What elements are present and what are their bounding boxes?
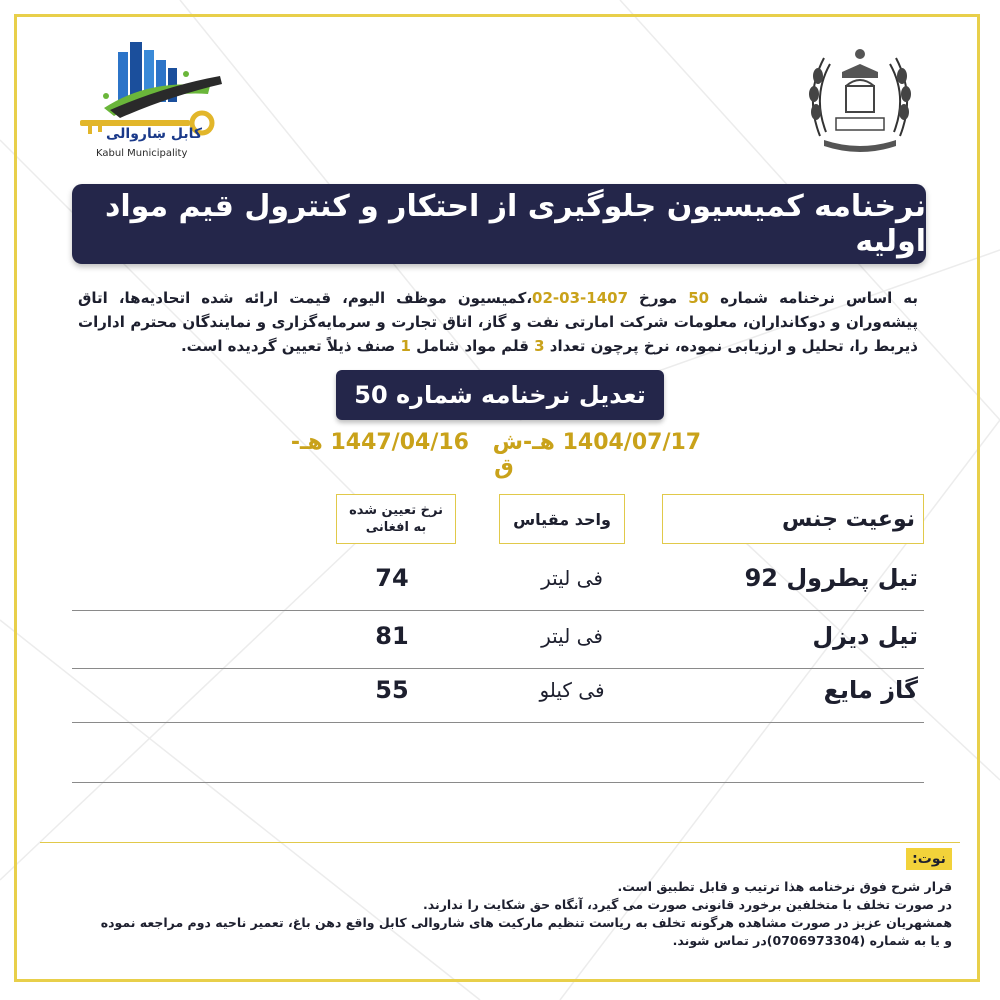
notes-divider (40, 842, 960, 843)
table-row (72, 664, 924, 723)
note-line: قرار شرح فوق نرخنامه هذا ترتیب و قابل تطبیق است. (617, 879, 952, 894)
header-unit (499, 494, 625, 544)
row-item-name: تیل پطرول 92 (744, 564, 918, 592)
row-unit: فی لیتر (541, 566, 603, 590)
intro-paragraph (78, 286, 918, 358)
row-unit: فی کیلو (539, 678, 605, 702)
row-rate: 81 (375, 622, 409, 650)
intro-text: مورخ (628, 289, 689, 307)
row-unit: فی لیتر (541, 624, 603, 648)
logo-label-english: Kabul Municipality (96, 148, 188, 159)
notes-block (96, 878, 952, 950)
row-item-name: گاز مایع (823, 676, 918, 704)
header-unit-label: واحد مقیاس (513, 509, 611, 529)
row-rate: 74 (375, 564, 409, 592)
title-banner (72, 184, 926, 264)
notes-label: نوت: (906, 848, 952, 870)
logo-label-pashto: کابل ښاروالی (106, 126, 203, 142)
header-rate-line2: به افغانی (365, 520, 427, 535)
intro-category-count: 1 (400, 337, 411, 355)
intro-item-count: 3 (534, 337, 545, 355)
issue-dates (280, 430, 720, 480)
intro-ref-number: 50 (688, 289, 710, 307)
intro-text: صنف ذیلاً تعیین گردیده است. (180, 337, 401, 355)
header-item-type (662, 494, 924, 544)
lunar-date: 1447/04/16 هـ-ق (290, 430, 514, 480)
note-line: همشهریان عزیز در صورت مشاهده هرگونه تخلف به ریاست تنظیم مارکیت های شاروالی کابل واقع دهن باغ، تعمیر ناحیه دوم مراجعه نموده و یا به شماره (0706973304)در تماس شوند. (100, 915, 952, 948)
page-title: نرخنامه کمیسیون جلوگیری از احتکار و کنترول قیم مواد اولیه (105, 189, 926, 259)
header-rate (336, 494, 456, 544)
intro-ref-date: 1407-03-02 (532, 289, 629, 307)
kabul-municipality-logo (70, 38, 225, 168)
table-row (72, 552, 924, 611)
header-rate-line1: نرخ تعیین شده (349, 503, 443, 518)
note-line: در صورت تخلف با متخلفین برخورد قانونی صورت می گیرد، آنگاه حق شکایت را ندارند. (423, 897, 952, 912)
solar-date: 1404/07/17 هـ-ش (492, 430, 702, 455)
city-skyline-icon (70, 38, 225, 138)
row-rate: 55 (375, 676, 409, 704)
intro-text: قلم مواد شامل (410, 337, 535, 355)
table-row-empty (72, 724, 924, 783)
emblem-icon (800, 36, 920, 161)
header-item-label: نوعیت جنس (782, 506, 915, 532)
subtitle: تعدیل نرخنامه شماره 50 (354, 381, 646, 409)
intro-text: به اساس نرخنامه شماره (709, 289, 918, 307)
row-item-name: تیل دیزل (812, 622, 918, 650)
table-row (72, 610, 924, 669)
intro-text: ،کمیسیون موظف الیوم، قیمت ارائه شده اتحادیه‌ها، اتاق پیشه‌وران و دوکانداران، معلومات شرکت امارتی نفت و گاز، اتاق تجارت و سرمایه‌گزاری و نمایندگان محترم ادارات ذیربط را، تحلیل و ارزیابی نموده، نرخ پرچون تعداد (78, 289, 918, 355)
subtitle-banner (336, 370, 664, 420)
